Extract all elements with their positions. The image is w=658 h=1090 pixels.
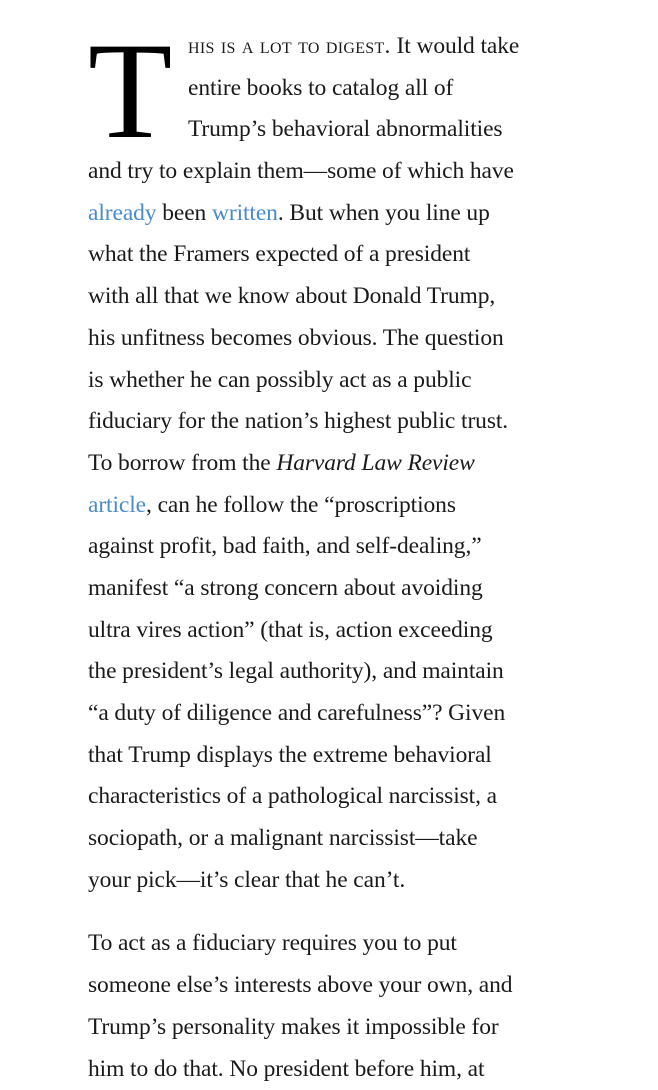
text-line: fiduciary for the nation’s highest public trust. (88, 401, 608, 443)
text-line: what the Framers expected of a president (88, 234, 608, 276)
drop-cap: T (88, 31, 172, 143)
text-span: To borrow from the (88, 450, 276, 476)
text-line (88, 193, 608, 235)
text-span: . But when you line up (278, 200, 490, 226)
text-line: his unfitness becomes obvious. The question (88, 318, 608, 360)
text-line: your pick—it’s clear that he can’t. (88, 860, 608, 902)
link-already[interactable]: already (88, 200, 156, 226)
text-line (88, 443, 608, 485)
text-line: against profit, bad faith, and self-dealing,” (88, 526, 608, 568)
italic-title: Harvard Law Review (276, 450, 474, 476)
text-line: sociopath, or a malignant narcissist—take (88, 818, 608, 860)
paragraph-spacer (88, 901, 608, 923)
paragraph-1 (88, 26, 608, 901)
lead-in-smallcaps: his is a lot to digest. (188, 33, 391, 59)
text-line: and try to explain them—some of which have (88, 151, 608, 193)
text-line (88, 485, 608, 527)
paragraph-2 (88, 923, 608, 1090)
text-line: “a duty of diligence and carefulness”? Given (88, 693, 608, 735)
text-line: someone else’s interests above your own, and (88, 965, 608, 1007)
text-span: been (156, 200, 212, 226)
link-article[interactable]: article (88, 492, 146, 518)
text-line: characteristics of a pathological narcissist, a (88, 776, 608, 818)
text-line: entire books to catalog all of (88, 68, 608, 110)
text-span: It would take (391, 33, 519, 59)
article-body (88, 26, 608, 1090)
text-line: that Trump displays the extreme behavioral (88, 735, 608, 777)
text-line: with all that we know about Donald Trump, (88, 276, 608, 318)
text-line: is whether he can possibly act as a public (88, 360, 608, 402)
text-line: the president’s legal authority), and maintain (88, 651, 608, 693)
link-written[interactable]: written (212, 200, 278, 226)
text-span: , can he follow the “proscriptions (146, 492, 456, 518)
text-line: To act as a fiduciary requires you to put (88, 923, 608, 965)
text-line: Trump’s behavioral abnormalities (88, 109, 608, 151)
text-line: ultra vires action” (that is, action exceeding (88, 610, 608, 652)
text-line: Trump’s personality makes it impossible for (88, 1007, 608, 1049)
text-line: manifest “a strong concern about avoiding (88, 568, 608, 610)
text-line: him to do that. No president before him, at (88, 1049, 608, 1090)
